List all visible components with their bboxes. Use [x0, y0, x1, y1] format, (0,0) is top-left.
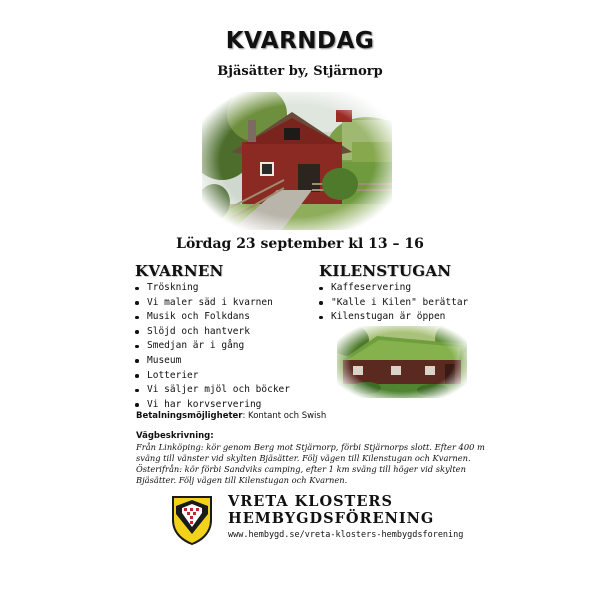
- list-item: Vi har korvservering: [133, 398, 290, 413]
- organization-url: www.hembygd.se/vreta-klosters-hembygdsforening: [228, 530, 464, 540]
- directions-line: Från Linköping: kör genom Berg mot Stjärnorp, förbi Stjärnorps slott. Efter 400 m: [136, 442, 485, 452]
- page-subtitle: Bjäsätter by, Stjärnorp: [217, 64, 383, 79]
- directions-line: Bjäsätter. Följ vägen till Kilenstugan och Kvarnen.: [136, 475, 348, 485]
- payment-label: Betalningsmöjligheter: [136, 411, 243, 421]
- list-item: Tröskning: [133, 281, 290, 296]
- directions-text: [136, 442, 496, 486]
- mill-photo-illustration: [202, 92, 392, 230]
- mill-photo: [202, 92, 392, 230]
- kilenstugan-list: [317, 281, 468, 325]
- list-item: Slöjd och hantverk: [133, 325, 290, 340]
- kvarnen-heading: KVARNEN: [135, 262, 224, 280]
- kilenstugan-photo: [337, 326, 467, 398]
- payment-info: [136, 411, 326, 421]
- directions-line: Österifrån: kör förbi Sandviks camping, efter 1 km sväng till höger vid skylten: [136, 464, 466, 474]
- kvarnen-list: [133, 281, 290, 412]
- event-date: Lördag 23 september kl 13 – 16: [176, 236, 424, 252]
- list-item: Smedjan är i gång: [133, 339, 290, 354]
- payment-value: : Kontant och Swish: [242, 411, 327, 421]
- directions-line: sväng till vänster vid skylten Bjäsätter. Följ vägen till Kilenstugan och Kvarnen.: [136, 453, 471, 463]
- list-item: Lotterier: [133, 369, 290, 384]
- organization-name-line1: VRETA KLOSTERS: [228, 493, 393, 510]
- list-item: Kilenstugan är öppen: [317, 310, 468, 325]
- directions-heading: Vägbeskrivning:: [136, 431, 214, 441]
- list-item: "Kalle i Kilen" berättar: [317, 296, 468, 311]
- list-item: Kaffeservering: [317, 281, 468, 296]
- organization-name-line2: HEMBYGDSFÖRENING: [228, 510, 435, 527]
- kilenstugan-heading: KILENSTUGAN: [319, 262, 452, 280]
- page-title: KVARNDAG: [225, 28, 375, 54]
- kilenstugan-photo-illustration: [337, 326, 467, 398]
- list-item: Museum: [133, 354, 290, 369]
- shield-icon: [170, 494, 214, 546]
- list-item: Vi säljer mjöl och böcker: [133, 383, 290, 398]
- coat-of-arms-logo: [170, 494, 214, 546]
- list-item: Musik och Folkdans: [133, 310, 290, 325]
- list-item: Vi maler säd i kvarnen: [133, 296, 290, 311]
